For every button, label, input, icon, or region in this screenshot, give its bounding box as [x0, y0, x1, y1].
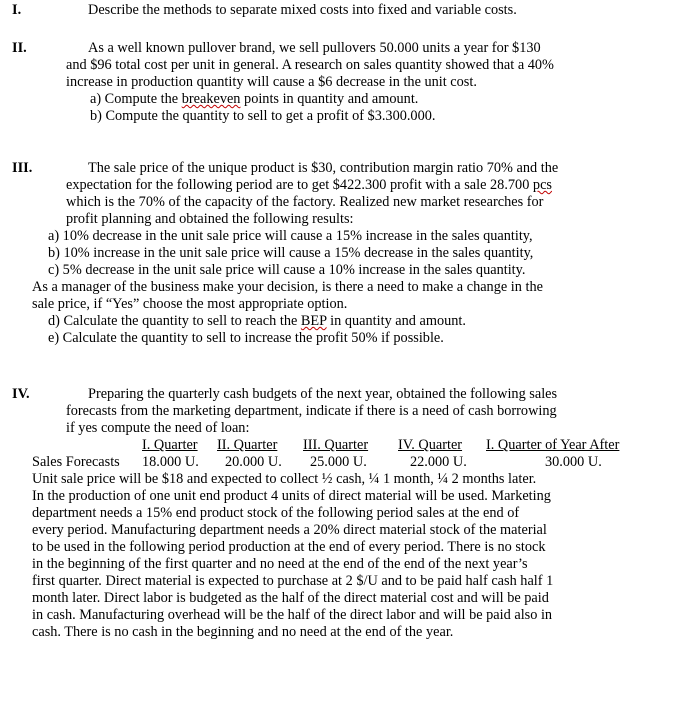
question-4-body-line: In the production of one unit end product 4 units of direct material will be used. Marketing — [32, 488, 551, 504]
table-cell: 22.000 U. — [410, 454, 467, 470]
question-4-body-line: Unit sale price will be $18 and expected to collect ½ cash, ¼ 1 month, ¼ 2 months later. — [32, 471, 537, 487]
question-3-line — [66, 177, 552, 194]
question-3-manager-line: As a manager of the business make your decision, is there a need to make a change in the — [32, 279, 543, 295]
question-2-number: II. — [12, 40, 27, 56]
table-cell: 30.000 U. — [545, 454, 602, 470]
question-4-body-line: in the beginning of the first quarter and no need at the end of the end of the next year’s — [32, 556, 528, 572]
question-4-body-line: first quarter. Direct material is expected to purchase at 2 $/U and to be paid half cash half 1 — [32, 573, 554, 589]
question-3-part-d-pre: d) Calculate the quantity to sell to reach the — [48, 313, 301, 329]
question-2-part-a — [90, 91, 418, 108]
question-2-line: and $96 total cost per unit in general. A research on sales quantity showed that a 40% — [66, 57, 554, 73]
question-4-intro-line: if yes compute the need of loan: — [66, 420, 250, 436]
spellcheck-word: BEP — [300, 313, 327, 329]
question-3-line-pre: expectation for the following period are to get $422.300 profit with a sale 28.700 — [66, 177, 533, 193]
table-header-q4: IV. Quarter — [398, 437, 463, 453]
question-3-option-b: b) 10% increase in the unit sale price will cause a 15% decrease in the sales quantity, — [48, 245, 534, 261]
spellcheck-word: breakeven — [181, 91, 241, 107]
question-3-option-a: a) 10% decrease in the unit sale price will cause a 15% increase in the sales quantity, — [48, 228, 533, 244]
question-4-body-line: to be used in the following period production at the end of every period. There is no stock — [32, 539, 546, 555]
table-header-q2: II. Quarter — [217, 437, 278, 453]
table-cell: 25.000 U. — [310, 454, 367, 470]
question-2-part-b: b) Compute the quantity to sell to get a profit of $3.300.000. — [90, 108, 436, 124]
question-4-number: IV. — [12, 386, 30, 402]
question-2-line: As a well known pullover brand, we sell pullovers 50.000 units a year for $130 — [88, 40, 541, 56]
question-4-body-line: every period. Manufacturing department needs a 20% direct material stock of the material — [32, 522, 547, 538]
question-1-number: I. — [12, 2, 22, 18]
question-4-intro-line: forecasts from the marketing department, indicate if there is a need of cash borrowing — [66, 403, 557, 419]
table-header-next-q1: I. Quarter of Year After — [486, 437, 620, 453]
question-3-part-e: e) Calculate the quantity to sell to increase the profit 50% if possible. — [48, 330, 444, 346]
question-3-line: which is the 70% of the capacity of the factory. Realized new market researches for — [66, 194, 544, 210]
question-2-part-a-post: points in quantity and amount. — [240, 91, 419, 107]
question-1-text: Describe the methods to separate mixed costs into fixed and variable costs. — [88, 2, 517, 18]
question-4-body-line: month later. Direct labor is budgeted as the half of the direct material cost and will be paid — [32, 590, 549, 606]
question-4-intro-line: Preparing the quarterly cash budgets of the next year, obtained the following sales — [88, 386, 558, 402]
question-3-line: The sale price of the unique product is $30, contribution margin ratio 70% and the — [88, 160, 559, 176]
question-2-part-a-pre: a) Compute the — [90, 91, 182, 107]
question-4-body-line: cash. There is no cash in the beginning and no need at the end of the year. — [32, 624, 454, 640]
table-cell: 20.000 U. — [225, 454, 282, 470]
question-3-part-d — [48, 313, 466, 330]
table-row-label: Sales Forecasts — [32, 454, 120, 470]
question-3-line: profit planning and obtained the following results: — [66, 211, 354, 227]
question-3-option-c: c) 5% decrease in the unit sale price will cause a 10% increase in the sales quantity. — [48, 262, 526, 278]
spellcheck-word: pcs — [532, 177, 552, 193]
question-4-body-line: in cash. Manufacturing overhead will be the half of the direct labor and will be paid also in — [32, 607, 553, 623]
table-header-q1: I. Quarter — [142, 437, 198, 453]
question-3-number: III. — [12, 160, 33, 176]
question-3-manager-line: sale price, if “Yes” choose the most appropriate option. — [32, 296, 348, 312]
table-header-q3: III. Quarter — [303, 437, 369, 453]
question-3-part-d-post: in quantity and amount. — [326, 313, 466, 329]
table-cell: 18.000 U. — [142, 454, 199, 470]
question-2-line: increase in production quantity will cause a $6 decrease in the unit cost. — [66, 74, 477, 90]
question-4-body-line: department needs a 15% end product stock of the following period sales at the end of — [32, 505, 520, 521]
